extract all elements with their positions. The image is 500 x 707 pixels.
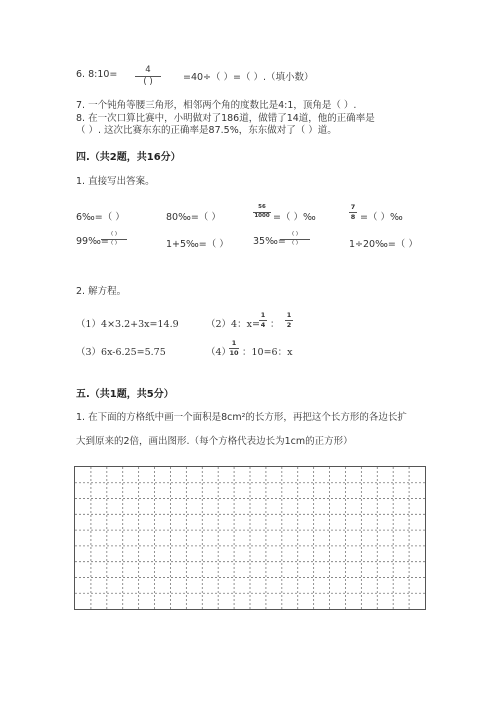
q6-fraction-denominator: ( ) xyxy=(143,76,153,87)
q8-text-line2: （ ）. 这次比赛东东的正确率是87.5%，东东做对了（ ）道。 xyxy=(76,125,337,136)
q8-text-line1: 8. 在一次口算比赛中，小明做对了186道，做错了14道，他的正确率是 xyxy=(76,113,375,124)
section-4-question-2: 2. 解方程。 xyxy=(76,286,127,297)
equation-2-fraction-b-denominator: 2 xyxy=(286,320,292,329)
grid-lines xyxy=(75,467,425,609)
calc-1c-rest: =（ ）‰ xyxy=(273,212,316,223)
q6-prefix: 6. 8:10= xyxy=(76,69,118,80)
calc-2c-prefix: 35‰= xyxy=(253,236,286,247)
calc-1d-numerator: 7 xyxy=(350,203,356,211)
calc-2a-fraction xyxy=(101,232,127,246)
equation-4-fraction xyxy=(229,340,239,356)
calc-2a-denominator: ( ) xyxy=(110,239,118,246)
equation-2-fraction-b-numerator: 1 xyxy=(286,311,292,319)
equation-3: （3）6x-6.25=5.75 xyxy=(76,347,166,358)
equation-2-colon: ： xyxy=(270,319,280,330)
section-5-question-1-line2: 大到原来的2倍，画出图形.（每个方格代表边长为1cm的正方形） xyxy=(76,436,353,447)
q6-fraction xyxy=(135,66,161,86)
q7-text: 7. 一个钝角等腰三角形，相邻两个角的度数比是4:1，顶角是（ ）. xyxy=(76,100,357,111)
calc-1d-fraction xyxy=(349,204,357,220)
equation-4-rest: ：10=6：x xyxy=(242,347,293,358)
calc-2a-prefix: 99‰= xyxy=(76,236,109,247)
calc-2c-numerator: ( ) xyxy=(291,231,299,237)
equation-2-fraction-a xyxy=(259,312,267,328)
equation-4-fraction-denominator: 10 xyxy=(229,348,239,357)
section-4-heading: 四.（共2题，共16分） xyxy=(76,152,181,163)
calc-1d-rest: =（ ）‰ xyxy=(360,212,403,223)
equation-2-fraction-a-numerator: 1 xyxy=(260,311,266,319)
calc-2b: 1+5‰=（ ） xyxy=(166,239,229,250)
calc-2a-numerator: ( ) xyxy=(110,231,118,237)
square-grid-paper[interactable] xyxy=(74,466,426,610)
section-5-question-1-line1: 1. 在下面的方格纸中画一个面积是8cm²的长方形，再把这个长方形的各边长扩 xyxy=(76,412,407,423)
q6-rest: =40÷（ ）=（ ）.（填小数） xyxy=(183,72,314,83)
section-5-heading: 五.（共1题，共5分） xyxy=(76,389,174,400)
calc-2c-fraction xyxy=(280,232,310,246)
equation-2-fraction-a-denominator: 4 xyxy=(260,320,266,329)
equation-4-prefix: （4） xyxy=(206,347,232,358)
section-4-question-1: 1. 直接写出答案。 xyxy=(76,176,155,187)
equation-4-fraction-numerator: 1 xyxy=(231,339,237,347)
calc-1c-fraction xyxy=(253,205,271,219)
calc-2c-denominator: ( ) xyxy=(291,239,299,246)
calc-1b: 80‰=（ ） xyxy=(166,212,221,223)
calc-1a: 6‰=（ ） xyxy=(76,212,125,223)
equation-1: （1）4×3.2+3x=14.9 xyxy=(76,319,179,330)
calc-1c-numerator: 56 xyxy=(258,204,266,210)
calc-2d: 1÷20‰=（ ） xyxy=(349,239,418,250)
q6-fraction-numerator: 4 xyxy=(145,65,151,75)
calc-1d-denominator: 8 xyxy=(350,212,356,221)
calc-1c-denominator: 1000 xyxy=(254,212,270,219)
equation-2-prefix: （2）4：x= xyxy=(206,319,260,330)
equation-2-fraction-b xyxy=(285,312,293,328)
